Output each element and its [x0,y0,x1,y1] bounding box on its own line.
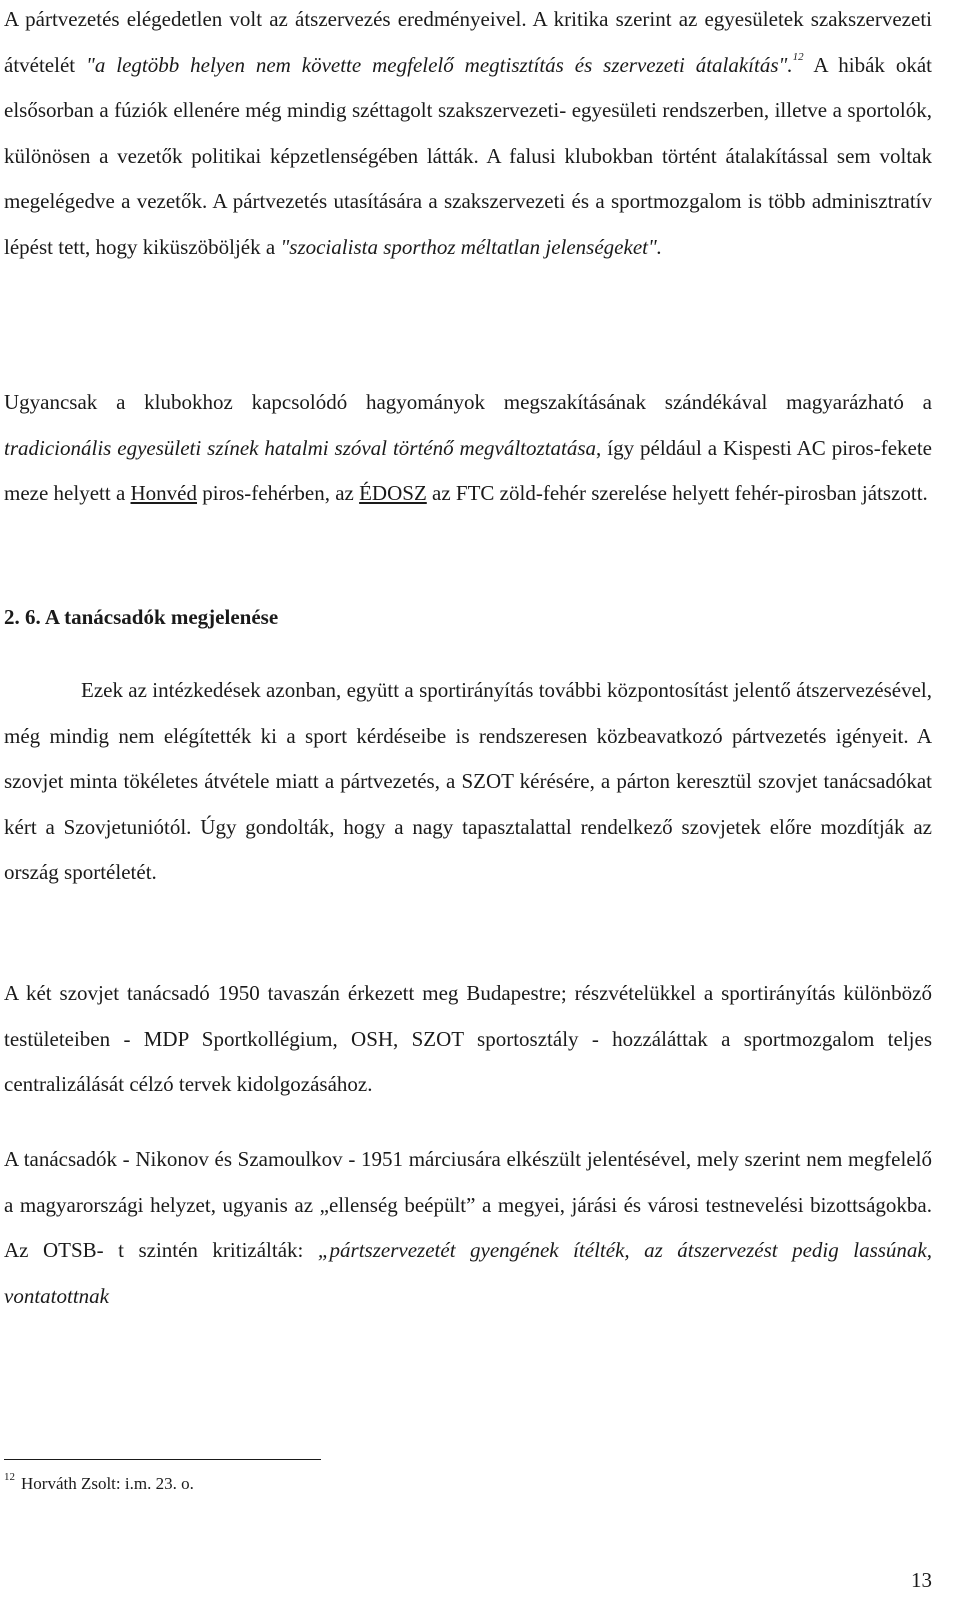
paragraph-1-text-a: A pártvezetés elégedetlen volt az átszervezés eredményeivel. A kritika szerint az egyesületek szakszervezeti átvételét [4,7,932,77]
page-number: 13 [911,1568,932,1592]
footnote-reference[interactable]: 12 [792,50,804,63]
edosz-link[interactable]: ÉDOSZ [359,481,427,505]
paragraph-5-text-a: A tanácsadók - Nikonov és Szamoulkov - 1951 márciusára elkészült jelentésével, mely szerint nem megfelelő a magyarországi helyzet, ugyanis az „ellenség beépült” a megyei, járási és városi testnevelési bizottságokba. Az OTSB- t szintén kritizálták: [4,1147,932,1262]
paragraph-2-text-a: Ugyancsak a klubokhoz kapcsolódó hagyományok megszakításának szándékával magyarázható a [4,390,932,414]
paragraph-3 [4,668,932,896]
paragraph-2 [4,380,932,517]
paragraph-5-italic: „pártszervezetét gyengének ítélték, az átszervezést pedig lassúnak, vontatottnak [4,1238,932,1308]
paragraph-1-text-b: A hibák okát elsősorban a fúziók ellenére még mindig széttagolt szakszervezeti- egyesületi rendszerben, illetve a sportolók, különösen a vezetők politikai képzetlenségében látták. A falusi klubokban történt átalakítással sem voltak megelégedve a vezetők. A pártvezetés utasítására a szakszervezeti és a sportmozgalom is több adminisztratív lépést tett, hogy kiküszöböljék a [4,52,932,259]
paragraph-5 [4,1137,932,1319]
honved-link[interactable]: Honvéd [130,481,198,505]
footnote [4,1471,194,1497]
paragraph-2-italic: tradicionális egyesületi színek hatalmi szóval történő megváltoztatása [4,435,597,460]
footnote-text: Horváth Zsolt: i.m. 23. o. [21,1474,194,1493]
footnote-number: 12 [4,1471,15,1483]
paragraph-3-text: Ezek az intézkedések azonban, együtt a sportirányítás további központosítást jelentő átszervezésével, még mindig nem elégítették ki a sport kérdéseibe is rendszeresen közbeavatkozó pártvezetés igényeit. A szovjet minta tökéletes átvétele miatt a pártvezetés, a SZOT kérésére, a párton keresztül szovjet tanácsadókat kért a Szovjetuniótól. Úgy gondolták, hogy a nagy tapasztalattal rendelkező szovjetek előre mozdítják az ország sportéletét. [4,678,932,884]
paragraph-4 [4,971,932,1108]
paragraph-2-text-d: az FTC zöld-fehér szerelése helyett fehér-pirosban játszott. [426,481,928,505]
footnote-divider [4,1459,321,1460]
paragraph-2-text-b: , így például a Kispesti AC piros-fekete meze helyett a [4,435,932,505]
paragraph-1-quote-2: "szocialista sporthoz méltatlan jelenségeket". [280,234,663,259]
paragraph-2-text-c: piros-fehérben, az [197,481,360,505]
paragraph-4-text: A két szovjet tanácsadó 1950 tavaszán érkezett meg Budapestre; részvételükkel a sportirányítás különböző testületeiben - MDP Sportkollégium, OSH, SZOT sportosztály - hozzáláttak a sportmozgalom teljes centralizálását célzó tervek kidolgozásához. [4,981,932,1096]
paragraph-1 [4,0,932,270]
paragraph-1-quote: "a legtöbb helyen nem követte megfelelő megtisztítás és szervezeti átalakítás". [86,52,793,77]
section-heading: 2. 6. A tanácsadók megjelenése [4,605,279,629]
